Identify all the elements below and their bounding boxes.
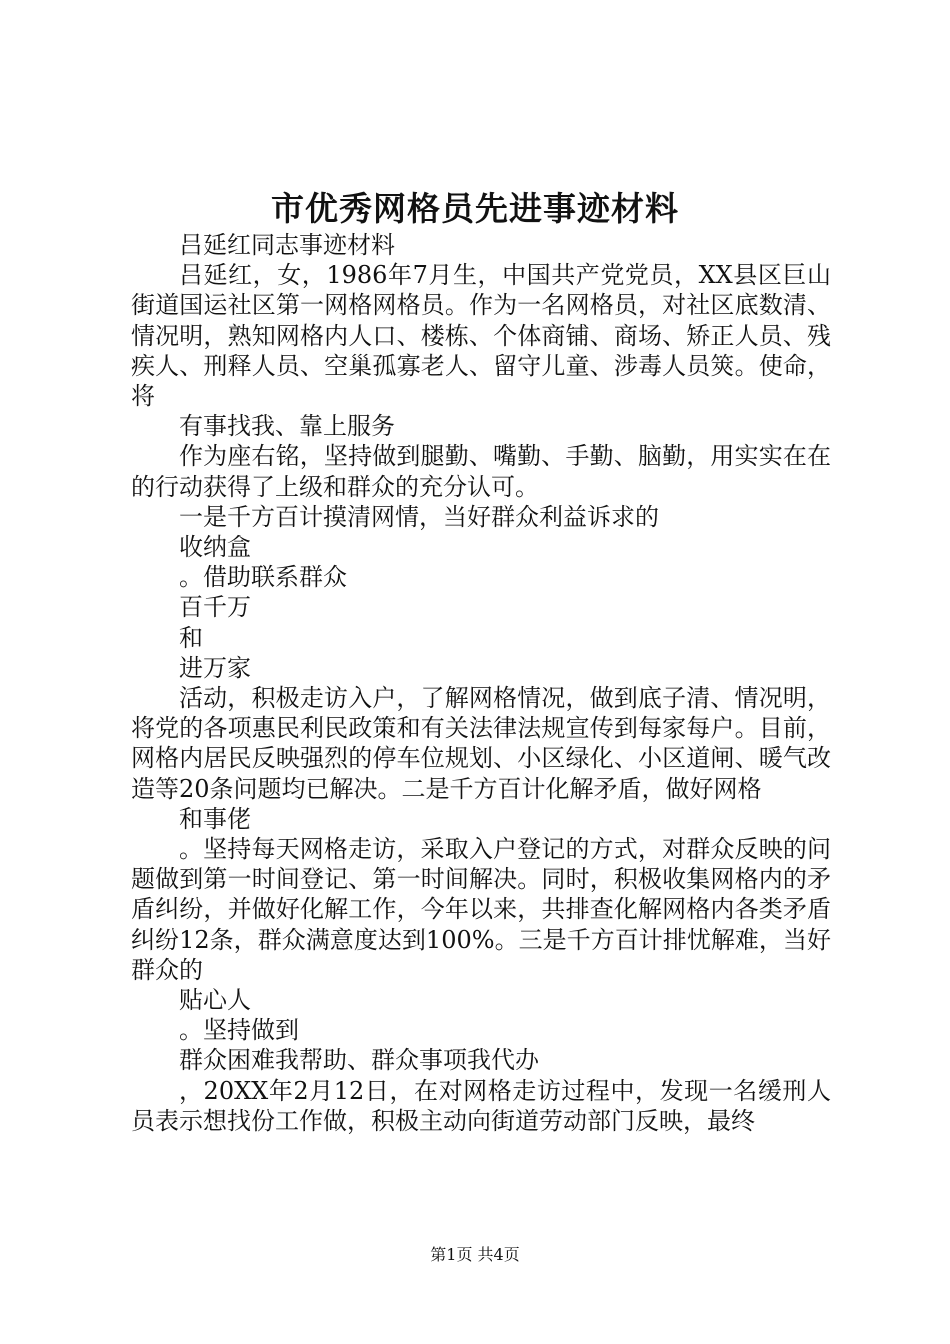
paragraph: ，20XX年2月12日，在对网格走访过程中，发现一名缓刑人员表示想找份工作做，积极主动向街道劳动部门反映，最终 bbox=[131, 1076, 831, 1135]
paragraph: 收纳盒 bbox=[179, 533, 251, 562]
paragraph: 有事找我、靠上服务 bbox=[179, 412, 395, 441]
paragraph: 和 bbox=[179, 623, 203, 652]
paragraph: 百千万 bbox=[179, 593, 251, 622]
paragraph: 一是千方百计摸清网情，当好群众利益诉求的 bbox=[179, 502, 659, 531]
paragraph: 作为座右铭，坚持做到腿勤、嘴勤、手勤、脑勤，用实实在在的行动获得了上级和群众的充分认可。 bbox=[131, 442, 831, 501]
paragraph: 。坚持做到 bbox=[179, 1016, 299, 1045]
page-footer: 第1页 共4页 bbox=[430, 1245, 520, 1264]
paragraph: 吕延红，女，1986年7月生，中国共产党党员，XX县区巨山街道国运社区第一网格网格员。作为一名网格员，对社区底数清、情况明，熟知网格内人口、楼栋、个体商铺、商场、矫正人员、残疾人、刑释人员、空巢孤寡老人、留守儿童、涉毒人员筴。使命，将 bbox=[131, 261, 831, 411]
paragraph: 吕延红同志事迹材料 bbox=[179, 231, 395, 259]
paragraph: 。坚持每天网格走访，采取入户登记的方式，对群众反映的问题做到第一时间登记、第一时间解决。同时，积极收集网格内的矛盾纠纷，并做好化解工作，今年以来，共排查化解网格内各类矛盾纠纷12条，群众满意度达到100%。三是千方百计排忧解难，当好群众的 bbox=[131, 835, 831, 984]
document-title: 市优秀网格员先进事迹材料 bbox=[271, 189, 679, 228]
paragraph: 进万家 bbox=[179, 653, 251, 682]
paragraph: 群众困难我帮助、群众事项我代办 bbox=[179, 1046, 539, 1075]
paragraph: 和事佬 bbox=[179, 804, 251, 833]
paragraph: 。借助联系群众 bbox=[179, 563, 347, 592]
document-body bbox=[131, 230, 831, 1136]
paragraph: 活动，积极走访入户，了解网格情况，做到底子清、情况明，将党的各项惠民利民政策和有关法律法规宣传到每家每户。目前，网格内居民反映强烈的停车位规划、小区绿化、小区道闸、暖气改造等20条问题均已解决。二是千方百计化解矛盾，做好网格 bbox=[131, 684, 831, 803]
paragraph: 贴心人 bbox=[179, 986, 251, 1015]
